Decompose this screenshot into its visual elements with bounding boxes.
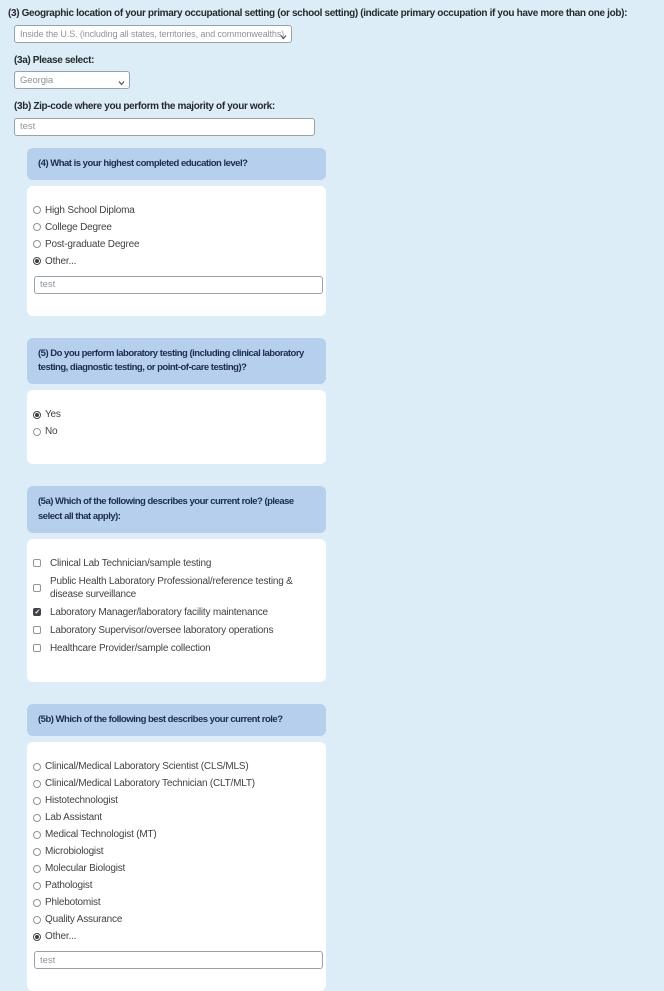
checkbox-icon[interactable] (33, 626, 41, 634)
radio-icon[interactable] (33, 223, 41, 231)
checkbox-icon[interactable] (33, 559, 41, 567)
question-5-body (27, 390, 326, 464)
question-5-title: (5) Do you perform laboratory testing (including clinical laboratory testing, diagnostic testing, or point-of-care testing)? (27, 338, 326, 385)
radio-icon[interactable] (33, 797, 41, 805)
checkbox-option[interactable]: Clinical Lab Technician/sample testing (33, 557, 318, 570)
chevron-down-icon (118, 78, 125, 89)
question-4-body (27, 186, 326, 316)
radio-icon[interactable] (33, 848, 41, 856)
checkbox-option[interactable]: Public Health Laboratory Professional/reference testing & disease surveillance (33, 575, 318, 601)
radio-option[interactable]: Clinical/Medical Laboratory Technician (CLT/MLT) (33, 777, 318, 790)
question-3a-label: (3a) Please select: (14, 54, 95, 66)
radio-icon[interactable] (33, 763, 41, 771)
checkbox-checked-icon[interactable] (33, 608, 41, 616)
checkbox-icon[interactable] (33, 644, 41, 652)
radio-icon[interactable] (33, 814, 41, 822)
radio-option-yes[interactable]: Yes (33, 408, 318, 421)
radio-option[interactable]: Microbiologist (33, 845, 318, 858)
question-4-title: (4) What is your highest completed education level? (27, 148, 326, 180)
question-5b-title: (5b) Which of the following best describes your current role? (27, 704, 326, 736)
radio-icon[interactable] (33, 428, 41, 436)
radio-option[interactable]: Pathologist (33, 879, 318, 892)
radio-option-other[interactable]: Other... (33, 930, 318, 943)
radio-option[interactable]: Medical Technologist (MT) (33, 828, 318, 841)
radio-option[interactable]: Clinical/Medical Laboratory Scientist (CLS/MLS) (33, 760, 318, 773)
checkbox-option[interactable]: Healthcare Provider/sample collection (33, 642, 318, 655)
radio-selected-icon[interactable] (33, 933, 41, 941)
radio-selected-icon[interactable] (33, 257, 41, 265)
question-5a-title: (5a) Which of the following describes your current role? (please select all that apply): (27, 486, 326, 533)
radio-icon[interactable] (33, 206, 41, 214)
radio-icon[interactable] (33, 831, 41, 839)
radio-icon[interactable] (33, 882, 41, 890)
location-select[interactable] (14, 25, 292, 43)
radio-icon[interactable] (33, 780, 41, 788)
radio-icon[interactable] (33, 240, 41, 248)
question-5b-card (27, 704, 326, 991)
radio-option[interactable]: Phlebotomist (33, 896, 318, 909)
radio-option-no[interactable]: No (33, 425, 318, 438)
checkbox-option-checked[interactable]: ✓ Laboratory Manager/laboratory facility maintenance (33, 606, 318, 619)
question-4-card (27, 148, 326, 316)
radio-option[interactable]: Histotechnologist (33, 794, 318, 807)
question-5-card (27, 338, 326, 465)
radio-option[interactable]: Quality Assurance (33, 913, 318, 926)
question-5a-card (27, 486, 326, 682)
question-5a-body (27, 539, 326, 682)
state-select-value: Georgia (20, 74, 54, 86)
radio-option[interactable]: Post-graduate Degree (33, 238, 318, 251)
checkbox-icon[interactable] (33, 584, 41, 592)
radio-option[interactable]: High School Diploma (33, 204, 318, 217)
location-select-value: Inside the U.S. (including all states, territories, and commonwealths) (20, 28, 285, 39)
radio-option[interactable]: Molecular Biologist (33, 862, 318, 875)
radio-option-other[interactable]: Other... (33, 255, 318, 268)
checkbox-option[interactable]: Laboratory Supervisor/oversee laboratory operations (33, 624, 318, 637)
survey-form (0, 0, 664, 136)
chevron-down-icon (280, 32, 287, 42)
state-select[interactable] (14, 71, 130, 89)
q5b-other-input[interactable] (34, 951, 323, 969)
radio-option[interactable]: Lab Assistant (33, 811, 318, 824)
radio-icon[interactable] (33, 916, 41, 924)
radio-option[interactable]: College Degree (33, 221, 318, 234)
q4-other-input[interactable] (34, 276, 323, 294)
question-5b-body (27, 742, 326, 991)
radio-selected-icon[interactable] (33, 411, 41, 419)
radio-icon[interactable] (33, 865, 41, 873)
question-3-label: (3) Geographic location of your primary occupational setting (or school setting) (indicate primary occupation if you have more than one job): (8, 8, 628, 19)
radio-icon[interactable] (33, 899, 41, 907)
zip-code-input[interactable] (14, 118, 315, 136)
question-3b-label: (3b) Zip-code where you perform the majority of your work: (14, 101, 275, 112)
